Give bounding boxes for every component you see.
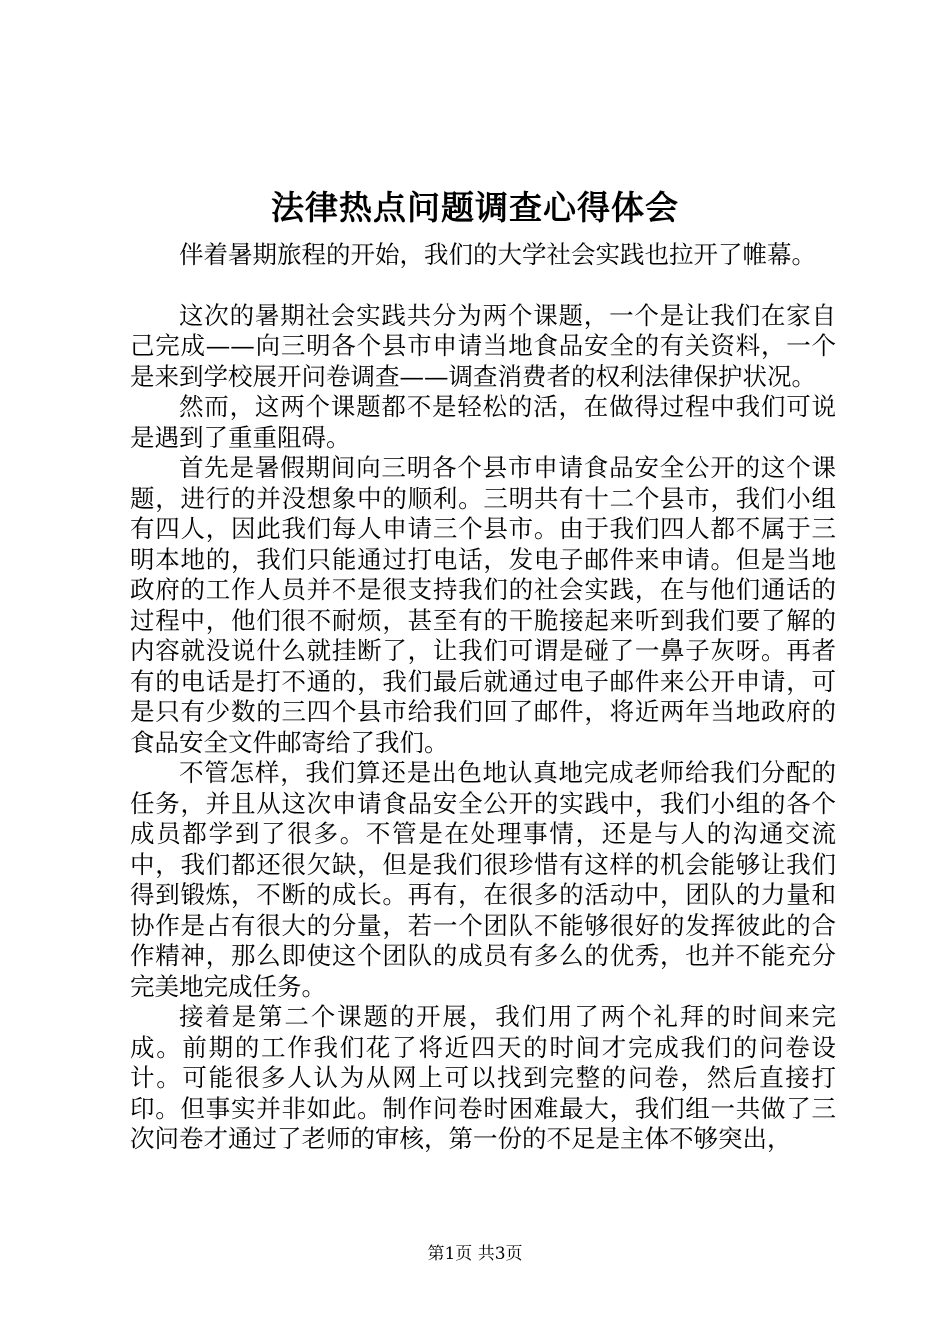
document-body [130, 240, 836, 1155]
page-number-footer: 第1页 共3页 [427, 1244, 523, 1264]
paragraph-2: 这次的暑期社会实践共分为两个课题，一个是让我们在家自己完成——向三明各个县市申请当地食品安全的有关资料，一个是来到学校展开问卷调查——调查消费者的权利法律保护状况。 [130, 300, 836, 391]
paragraph-5: 不管怎样，我们算还是出色地认真地完成老师给我们分配的任务，并且从这次申请食品安全公开的实践中，我们小组的各个成员都学到了很多。不管是在处理事情，还是与人的沟通交流中，我们都还很欠缺，但是我们很珍惜有这样的机会能够让我们得到锻炼，不断的成长。再有，在很多的活动中，团队的力量和协作是占有很大的分量，若一个团队不能够很好的发挥彼此的合作精神，那么即使这个团队的成员有多么的优秀，也并不能充分完美地完成任务。 [130, 758, 836, 1001]
paragraph-3: 然而，这两个课题都不是轻松的活，在做得过程中我们可说是遇到了重重阻碍。 [130, 392, 836, 452]
document-title: 法律热点问题调查心得体会 [271, 188, 679, 227]
paragraph-1: 伴着暑期旅程的开始，我们的大学社会实践也拉开了帷幕。 [179, 240, 816, 269]
paragraph-4: 首先是暑假期间向三明各个县市申请食品安全公开的这个课题，进行的并没想象中的顺利。三明共有十二个县市，我们小组有四人，因此我们每人申请三个县市。由于我们四人都不属于三明本地的，我们只能通过打电话，发电子邮件来申请。但是当地政府的工作人员并不是很支持我们的社会实践，在与他们通话的过程中，他们很不耐烦，甚至有的干脆接起来听到我们要了解的内容就没说什么就挂断了，让我们可谓是碰了一鼻子灰呀。再者有的电话是打不通的，我们最后就通过电子邮件来公开申请，可是只有少数的三四个县市给我们回了邮件，将近两年当地政府的食品安全文件邮寄给了我们。 [130, 453, 836, 757]
paragraph-6: 接着是第二个课题的开展，我们用了两个礼拜的时间来完成。前期的工作我们花了将近四天的时间才完成我们的问卷设计。可能很多人认为从网上可以找到完整的问卷，然后直接打印。但事实并非如此。制作问卷时困难最大，我们组一共做了三次问卷才通过了老师的审核，第一份的不足是主体不够突出， [130, 1002, 836, 1153]
